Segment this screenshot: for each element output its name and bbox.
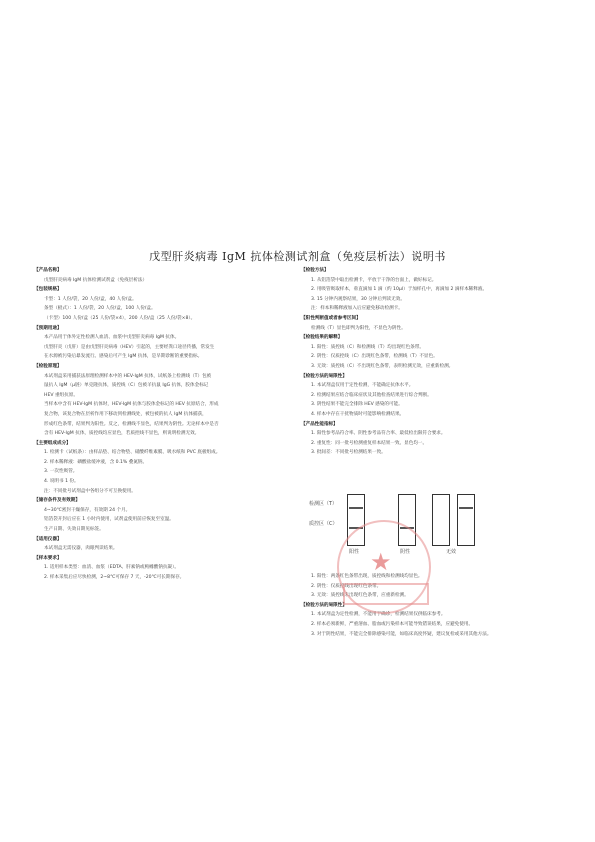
paragraph-line: 3. 一次性吸管。	[44, 469, 78, 475]
paragraph-line: 1. 适用样本类型：血清、血浆（EDTA、肝素钠或枸橼酸钠抗凝）。	[44, 565, 180, 571]
paragraph-line: 1. 本试剂盒仅用于定性检测，不能确定抗体水平。	[311, 383, 414, 389]
paragraph-line: 铝箔袋开封后应在 1 小时内使用，试剂盒使用前应恢复至室温。	[44, 517, 174, 523]
paragraph-line: 卡型：1 人份/袋，20 人份/盒，40 人份/盒。	[44, 296, 137, 302]
section-heading: 【产品名称】	[34, 268, 62, 273]
paragraph-line: （卡型）100 人份/盒（25 人份/袋×4），200 人份/盒（25 人份/袋×8）。	[44, 315, 196, 321]
test-strip-invalid	[432, 494, 450, 546]
paragraph-line: 2. 阴性：仅质控线出现红色条带。	[311, 583, 382, 589]
figure-side-label-c: 质控区（C）	[309, 521, 338, 527]
strip-label-negative: 阴性	[400, 549, 411, 555]
paragraph-line: 2. 样本采集后应尽快检测，2~8℃可保存 7 天，-20℃可长期保存。	[44, 575, 185, 580]
paragraph-line: 3. 无效：质控线未出现红色条带，应重新检测。	[311, 593, 409, 599]
section-heading: 【样本要求】	[34, 555, 62, 561]
figure-side-label-t: 检测区（T）	[309, 501, 338, 507]
section-heading: 【检验方法的局限性】	[301, 373, 347, 379]
paragraph-line: 在水源被污染后暴发流行。感染后可产生 IgM 抗体，是早期诊断的重要指标。	[44, 354, 203, 360]
paragraph-line: 本试剂盒无需仪器，肉眼判读结果。	[44, 546, 118, 552]
paragraph-line: 1. 阳性：两条红色条带出现，质控线和检测线均显色。	[311, 574, 423, 579]
paragraph-line: 戊型肝炎（戊肝）是由戊型肝炎病毒（HEV）引起的，主要经粪口途径传播，常发生	[44, 344, 215, 350]
section-heading: 【预期用途】	[34, 325, 62, 331]
section-heading: 【检验原理】	[34, 363, 62, 369]
paragraph-line: 2. 阴性：仅质控线（C）出现红色条带，检测线（T）不显色。	[311, 354, 438, 360]
section-heading: 【产品性能指标】	[301, 421, 338, 427]
paragraph-line: 1. 本试剂盒为定性检测，不能用于确诊，检测结果仅供临床参考。	[311, 612, 446, 618]
strip-label-invalid: 无效	[446, 549, 457, 555]
paragraph-line: 当样本中含有 HEV-IgM 抗体时，HEV-IgM 抗体与胶体金标记的 HEV 抗原结合，形成	[44, 402, 219, 408]
paragraph-line: 本试剂盒采用捕获法原理检测样本中的 HEV-IgM 抗体，试纸条上检测线（T）包被	[44, 373, 212, 379]
paragraph-line: 3. 无效：质控线（C）不出现红色条带，表明检测无效，应重新检测。	[311, 363, 454, 369]
strip-band-t	[459, 507, 473, 509]
paragraph-line: HEV 重组抗原。	[44, 392, 78, 398]
paragraph-line: 4. 说明书 1 份。	[44, 479, 79, 485]
document-title: 戊型肝炎病毒 IgM 抗体检测试剂盒（免疫层析法）说明书	[149, 250, 446, 263]
section-heading: 【包装规格】	[34, 287, 62, 293]
paragraph-line: 本产品用于体外定性检测人血清、血浆中戊型肝炎病毒 IgM 抗体。	[44, 335, 180, 341]
paragraph-line: 戊型肝炎病毒 IgM 抗体检测试剂盒（免疫层析法）	[44, 277, 148, 283]
paragraph-line: 1. 从铝箔袋中取出检测卡，平放于干净的台面上，做好标记。	[311, 277, 437, 283]
paragraph-line: 4. 样本中存在干扰物质时可能影响检测结果。	[311, 411, 405, 417]
official-seal-star-icon: ★	[370, 548, 392, 576]
paragraph-line: 2. 样本必须新鲜，严重溶血、脂血或污染样本可能导致错误结果，应避免使用。	[311, 621, 474, 627]
paragraph-line: 2. 重复性：同一批号检测重复样本结果一致、显色均一。	[311, 440, 428, 446]
paragraph-line: 1. 检测卡（试纸条）：由样品垫、结合物垫、硝酸纤维素膜、吸水纸和 PVC 底板组成。	[44, 450, 221, 456]
paragraph-line: 2. 样本稀释液：磷酸盐缓冲液，含 0.1% 叠氮钠。	[44, 459, 148, 465]
paragraph-line: 形成红色条带，结果判为阳性。反之，检测线不显色，结果判为阴性。无论样本中是否	[44, 421, 219, 427]
paragraph-line: 2. 用吸管吸取样本，垂直滴加 1 滴（约 10μl）于加样孔中，再滴加 2 滴样本稀释液。	[311, 287, 488, 293]
paragraph-line: 1. 阳性参考品符合率、阴性参考品符合率、最低检出限符合要求。	[311, 431, 446, 437]
section-heading: 【检验结果的解释】	[301, 335, 343, 341]
paragraph-line: 2. 检测结果应结合临床症状及其他检查结果进行综合判断。	[311, 392, 432, 398]
section-heading: 【储存条件及有效期】	[34, 498, 80, 504]
strip-label-positive: 阳性	[349, 549, 360, 555]
section-heading: 【阳性判断值或者参考区间】	[301, 315, 361, 321]
paragraph-line: 复合物，该复合物在层析作用下移动到检测线处，被包被的抗人 IgM 抗体捕获，	[44, 411, 207, 417]
strip-band-t	[349, 507, 363, 509]
left-column	[34, 266, 289, 583]
test-strip-invalid-2	[457, 494, 475, 546]
section-heading: 【主要组成成分】	[34, 440, 71, 446]
paragraph-line: 检测线（T）显色即判为阳性，不显色为阴性。	[311, 325, 406, 331]
paragraph-line: 条型（板式）：1 人份/袋，20 人份/盒，100 人份/盒。	[44, 306, 156, 312]
paragraph-line: 4~30℃密封干燥保存，有效期 24 个月。	[44, 507, 131, 513]
paragraph-line: 3. 阴性结果不能完全排除 HEV 感染的可能。	[311, 402, 403, 408]
paragraph-line: 生产日期、失效日期见标签。	[44, 527, 104, 533]
official-seal-rectangle	[343, 583, 429, 605]
section-heading: 【适用仪器】	[34, 536, 62, 542]
paragraph-line: 注：样本和稀释液加入后应避免移动检测卡。	[311, 306, 403, 312]
paragraph-line: 3. 15 分钟内观察结果，30 分钟后判读无效。	[311, 296, 405, 302]
paragraph-line: 含有 HEV-IgM 抗体，质控线均应显色，若质控线不显色，则说明检测无效。	[44, 431, 200, 437]
section-heading: 【检验方法】	[301, 268, 329, 273]
right-column	[301, 266, 563, 458]
section-heading: 【检验方法的局限性】	[301, 602, 347, 608]
paragraph-line: 1. 阳性：质控线（C）和检测线（T）均出现红色条带。	[311, 344, 424, 350]
paragraph-line: 3. 批间差：不同批号检测结果一致。	[311, 450, 386, 456]
paragraph-line: 注：不同批号试剂盒中各组分不可互换使用。	[44, 488, 136, 494]
paragraph-line: 鼠抗人 IgM（μ链）单克隆抗体，质控线（C）包被羊抗鼠 IgG 抗体，胶体金标记	[44, 383, 209, 389]
paragraph-line: 3. 对于阴性结果，不能完全排除感染可能，如临床高度怀疑，建议复检或采用其他方法。	[311, 631, 492, 637]
